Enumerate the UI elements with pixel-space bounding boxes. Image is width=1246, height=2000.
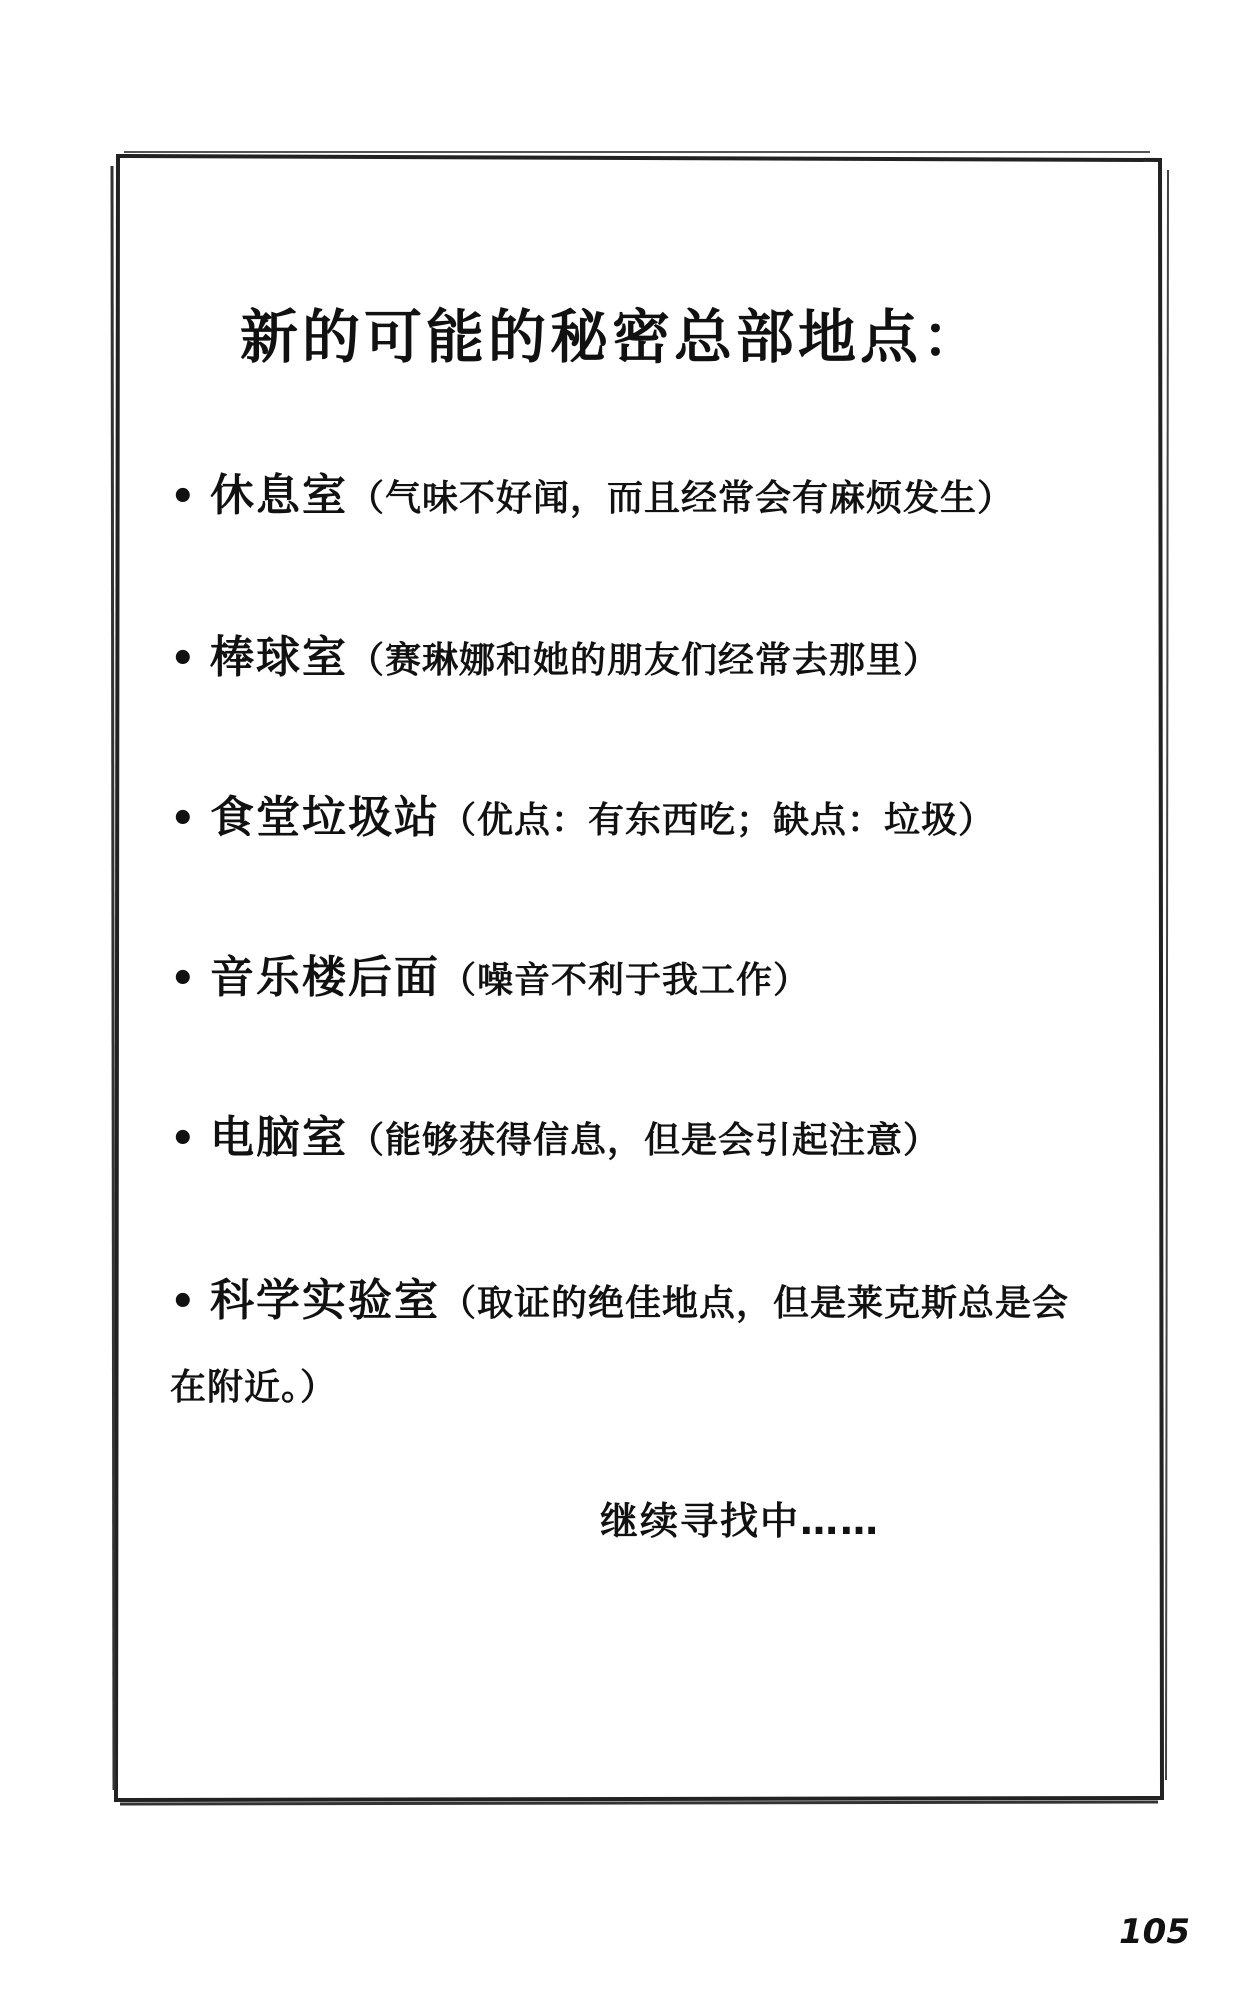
- location-name: 休息室: [210, 470, 348, 521]
- location-note: （能够获得信息，但是会引起注意）: [348, 1120, 941, 1161]
- list-item: [170, 777, 1100, 862]
- list-item: [170, 617, 1100, 702]
- location-note: （噪音不利于我工作）: [440, 960, 811, 1001]
- location-note: （取证的绝佳地点，但是莱克斯总是会在附近。）: [170, 1283, 1070, 1408]
- continue-text: 继续寻找中……: [600, 1499, 881, 1543]
- location-note: （优点：有东西吃；缺点：垃圾）: [440, 800, 996, 841]
- location-note: （气味不好闻，而且经常会有麻烦发生）: [348, 478, 1015, 519]
- location-name: 科学实验室: [210, 1275, 440, 1326]
- page-title: 新的可能的秘密总部地点：: [240, 303, 985, 371]
- bullet-icon: •: [170, 956, 196, 1002]
- location-note: （赛琳娜和她的朋友们经常去那里）: [348, 640, 941, 681]
- list-item: [170, 1260, 1100, 1429]
- bullet-icon: •: [170, 796, 196, 842]
- bullet-icon: •: [170, 1116, 196, 1162]
- location-name: 食堂垃圾站: [210, 792, 440, 843]
- list-item: [170, 1097, 1100, 1182]
- list-item: [170, 455, 1100, 540]
- bullet-icon: •: [170, 474, 196, 520]
- list-item: [170, 937, 1100, 1022]
- location-name: 音乐楼后面: [210, 952, 440, 1003]
- location-name: 电脑室: [210, 1112, 348, 1163]
- bullet-icon: •: [170, 1279, 196, 1325]
- location-name: 棒球室: [210, 632, 348, 683]
- bullet-icon: •: [170, 636, 196, 682]
- page-number: 105: [1119, 1912, 1190, 1952]
- note-frame: [110, 150, 1170, 1806]
